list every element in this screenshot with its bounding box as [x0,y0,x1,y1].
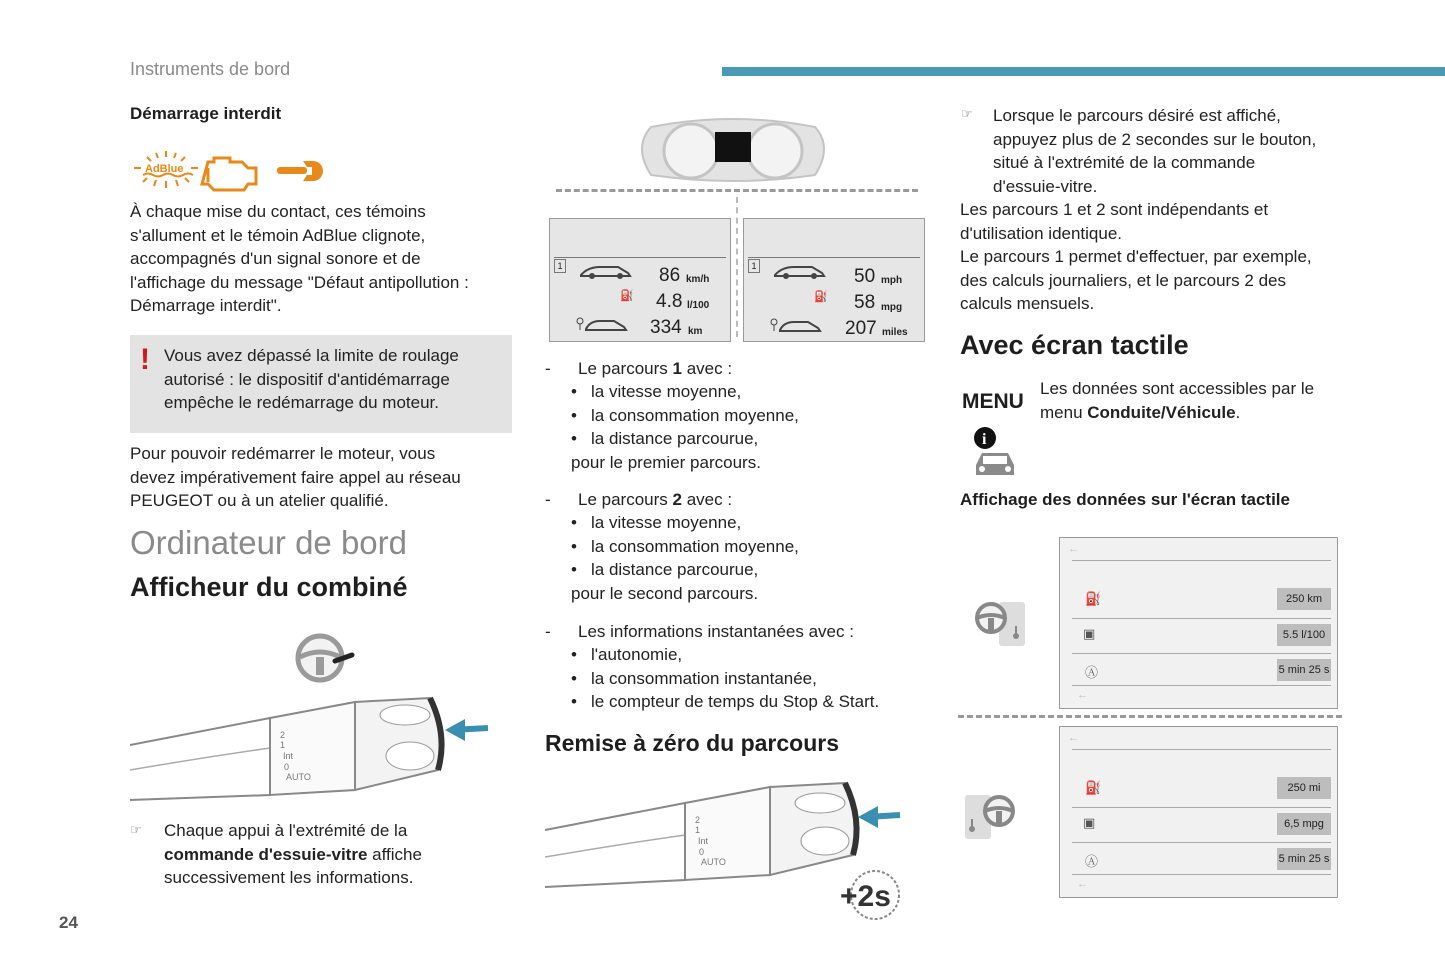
distance-car-icon [576,317,631,333]
menu-label: MENU [962,390,1024,413]
text-line: menu Conduite/Véhicule. [1040,402,1241,422]
pointer-hand-icon: ☞ [961,106,973,121]
wrench-icon [277,161,323,181]
list1-item: la distance parcourue, [591,429,759,448]
dash-marker: - [545,622,551,641]
back-arrow-icon: ← [1068,732,1079,744]
exclamation-icon: ! [140,343,150,376]
menu-description [1040,377,1370,424]
touchscreen-display-imperial [1059,726,1338,898]
divider-dashed [958,715,1342,718]
bullet: • [571,645,577,664]
dash-marker: - [545,490,551,509]
text-line: accompagnés d'un signal sonore et de [130,249,421,268]
list2-item: la consommation moyenne, [591,537,799,556]
text-line: Vous avez dépassé la limite de roulage [164,346,459,365]
stop-start-icon: Ⓐ [1085,854,1099,869]
heading-avec-ecran-tactile: Avec écran tactile [960,330,1189,360]
value-stop-start-time: 5 min 25 s [1277,848,1331,870]
text-line: l'affichage du message "Défaut antipollution : [130,272,469,292]
unit-distance: km [688,326,703,337]
dash-marker: - [545,359,551,378]
section-title: Instruments de bord [130,59,291,79]
instrument-cluster-illustration [633,117,833,183]
lcd-display-imperial [743,218,925,342]
text-line: successivement les informations. [164,868,414,887]
value-range: 250 km [1277,588,1331,610]
bullet: • [571,560,577,579]
svg-text:1: 1 [280,740,286,750]
instant-consumption-icon: ▣ [1083,815,1096,830]
text-line: appuyez plus de 2 secondes sur le bouton, [993,129,1317,149]
heading-remise-a-zero: Remise à zéro du parcours [545,730,839,756]
text-line: d'utilisation identique. [960,223,1123,243]
back-arrow-icon: ← [1068,543,1079,555]
list1-end: pour le premier parcours. [571,453,761,472]
instant-consumption-icon: ▣ [1083,626,1096,641]
text-line: calculs mensuels. [960,294,1095,313]
list3-item: l'autonomie, [591,645,683,664]
list3-item: le compteur de temps du Stop & Start. [591,692,880,711]
heading-ordinateur-de-bord: Ordinateur de bord [130,524,408,561]
svg-text:i: i [982,431,987,448]
svg-text:AUTO: AUTO [701,857,726,867]
arrow-icon [858,806,878,828]
text-line: Pour pouvoir redémarrer le moteur, vous [130,444,436,463]
steering-wheel-left-drive-icon [963,793,1027,841]
text-line: Chaque appui à l'extrémité de la [164,821,408,840]
adblue-icon [131,148,331,196]
page-number: 24 [59,913,78,932]
vehicle-info-icon [970,425,1020,480]
header-accent-bar [722,67,1445,76]
value-range: 250 mi [1277,777,1331,799]
bullet: • [571,669,577,688]
wiper-stalk-illustration [130,690,500,810]
svg-text:AdBlue: AdBlue [145,163,184,175]
bullet: • [571,429,577,448]
text-line: des calculs journaliers, et le parcours 2 des [960,270,1286,290]
divider-dashed [556,189,918,192]
fuel-pump-icon: ⛽ [620,290,634,302]
back-arrow-icon: ← [1077,878,1088,890]
unit-speed: mph [881,275,903,286]
fuel-range-icon: ⛽ [1085,780,1102,795]
paragraph-restart [130,442,510,513]
svg-text:0: 0 [699,847,705,857]
svg-text:Int: Int [698,836,709,846]
bullet: • [571,537,577,556]
steering-wheel-icon [295,633,355,683]
text-line: Lorsque le parcours désiré est affiché, [993,106,1281,125]
value-instant-consumption: 6,5 mpg [1277,813,1331,835]
pointer-hand-icon: ☞ [130,822,142,837]
fuel-range-icon: ⛽ [1085,591,1102,606]
svg-text:AUTO: AUTO [286,772,311,782]
text-line: commande d'essuie-vitre affiche [164,844,422,864]
value-stop-start-time: 5 min 25 s [1277,659,1331,681]
touchscreen-display-metric [1059,537,1338,709]
fuel-pump-icon: ⛽ [814,291,828,303]
engine-icon [202,158,256,190]
text-line: devez impérativement faire appel au réseau [130,467,461,487]
distance-car-icon [770,318,825,334]
svg-text:Int: Int [283,751,294,761]
bullet: • [571,382,577,401]
list2-intro: Le parcours 2 avec : [578,490,733,509]
value-distance: 334 [650,317,682,338]
trip-number: 1 [554,259,566,273]
text-line: autorisé : le dispositif d'antidémarrage [164,369,450,389]
list1-item: la vitesse moyenne, [591,382,742,401]
lcd-display-metric [549,218,731,342]
unit-distance: miles [882,327,908,338]
subheading-touchscreen-display: Affichage des données sur l'écran tactile [960,490,1290,509]
wiper-stalk-reset-illustration [545,775,915,925]
bullet: • [571,406,577,425]
list3-item: la consommation instantanée, [591,669,817,688]
value-average-consumption: 4.8 [656,291,683,312]
value-average-consumption: 58 [854,292,876,313]
list2-item: la vitesse moyenne, [591,513,742,532]
svg-text:1: 1 [695,825,701,835]
steering-wheel-right-drive-icon [963,600,1027,648]
unit-consumption: l/100 [687,300,710,311]
svg-text:2: 2 [280,730,286,740]
text-line: Les parcours 1 et 2 sont indépendants et [960,200,1269,219]
text-line: empêche le redémarrage du moteur. [164,393,439,412]
note-hold-button [993,104,1353,198]
paragraph-startup-warning [130,200,510,318]
warning-box [130,335,512,433]
list2-end: pour le second parcours. [571,584,759,603]
text-line: Démarrage interdit". [130,296,282,315]
value-instant-consumption: 5.5 l/100 [1277,624,1331,646]
subheading-demarrage-interdit: Démarrage interdit [130,104,282,123]
value-average-speed: 86 [659,265,681,286]
car-icon [772,263,827,279]
bullet: • [571,692,577,711]
list1-intro: Le parcours 1 avec : [578,359,733,378]
text-line: situé à l'extrémité de la commande [993,153,1256,172]
unit-speed: km/h [686,274,710,285]
unit-consumption: mpg [881,302,903,313]
stop-start-icon: Ⓐ [1085,665,1099,680]
press-two-seconds-badge: +2s [840,880,891,913]
list1-item: la consommation moyenne, [591,406,799,425]
back-arrow-icon: ← [1077,689,1088,701]
paragraph-trips [960,198,1360,316]
arrow-icon [445,719,465,741]
text-line: Les données sont accessibles par le [1040,379,1315,398]
text-line: Le parcours 1 permet d'effectuer, par exemple, [960,247,1312,266]
svg-text:0: 0 [284,762,290,772]
note-wiper-press [164,819,524,890]
text-line: d'essuie-vitre. [993,176,1098,196]
bullet: • [571,513,577,532]
warning-lamps [131,148,331,196]
text-line: À chaque mise du contact, ces témoins [130,202,426,221]
value-distance: 207 [845,318,877,339]
value-average-speed: 50 [854,266,876,287]
svg-text:2: 2 [695,815,701,825]
trip-number: 1 [748,259,760,273]
heading-afficheur-du-combine: Afficheur du combiné [130,572,408,602]
list3-intro: Les informations instantanées avec : [578,622,854,641]
car-icon [578,263,633,279]
text-line: PEUGEOT ou à un atelier qualifié. [130,491,389,510]
list2-item: la distance parcourue, [591,560,759,579]
divider-dashed-vertical [736,197,738,337]
text-line: s'allument et le témoin AdBlue clignote, [130,225,426,245]
